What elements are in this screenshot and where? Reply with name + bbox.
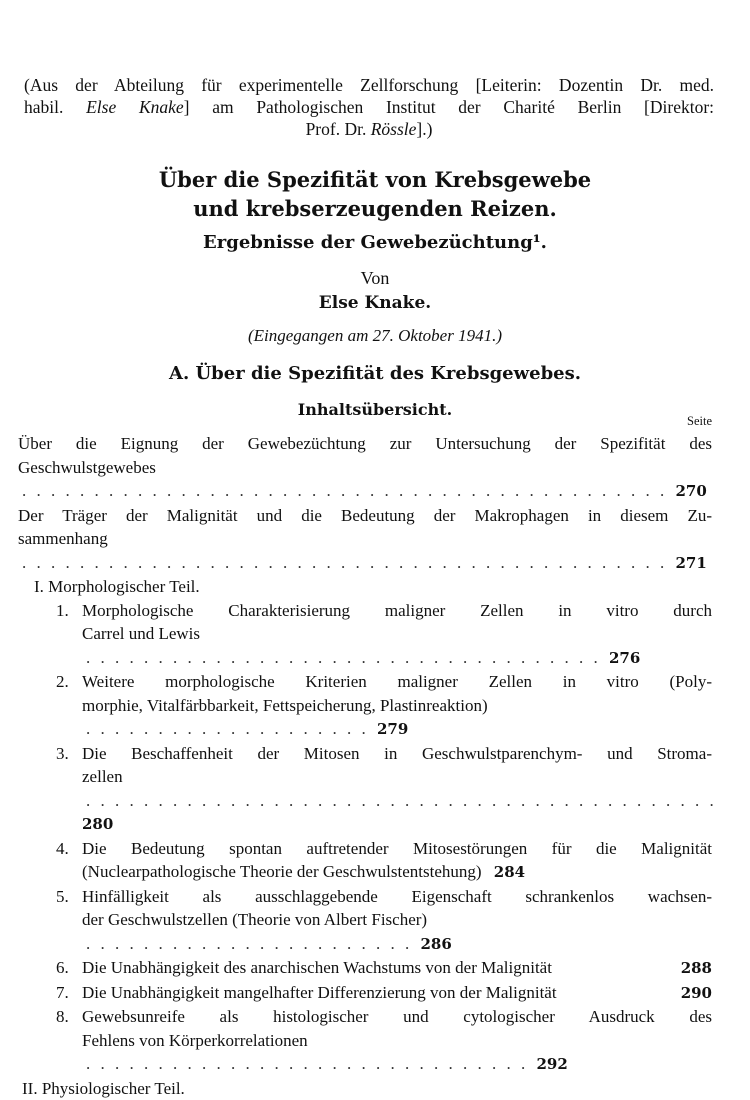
toc-entry-text: Über die Eignung der Gewebezüchtung zur Untersuchung der Spezifität des xyxy=(18,432,712,456)
toc-item-text: Fehlens von Körperkorrelationen xyxy=(82,1031,308,1050)
leader-dots: . . . . . . . . . . . . . . . . . . . . xyxy=(86,719,369,738)
toc-item-line xyxy=(56,694,712,742)
toc-entry-text: Geschwulstgewebes xyxy=(18,458,156,477)
leader-dots: . . . . . . . . . . . . . . . . . . . . . . . . . . . . . . . . . . . . . . . . . . . . . xyxy=(22,481,667,500)
leader-dots: . . . . . . . . . . . . . . . . . . . . . . . . . . . . . . . xyxy=(86,1054,528,1073)
toc-item-text: zellen xyxy=(82,767,123,786)
toc-item xyxy=(56,837,712,885)
toc-item-text: Hinfälligkeit als ausschlaggebende Eigenschaft schrankenlos wachsen- xyxy=(82,887,712,906)
toc-item-line xyxy=(56,742,712,766)
toc-page-number: 279 xyxy=(377,720,408,738)
toc-page-number: 292 xyxy=(537,1055,568,1073)
toc-item-text: Morphologische Charakterisierung maligner Zellen in vitro durch xyxy=(82,601,712,620)
toc-item-number: 5. xyxy=(56,885,82,909)
toc-entry xyxy=(18,432,712,504)
affiliation-name-else-knake: Else Knake xyxy=(86,97,184,117)
toc-item-number: 2. xyxy=(56,670,82,694)
toc-item-text: Die Beschaffenheit der Mitosen in Geschwulstparenchym- und Stroma- xyxy=(82,744,712,763)
toc-item-line xyxy=(56,1005,712,1029)
toc-item-text: Die Unabhängigkeit mangelhafter Differenzierung von der Malignität xyxy=(82,981,557,1005)
toc-item-line xyxy=(56,622,712,670)
toc-item xyxy=(56,885,712,957)
affiliation-line-3 xyxy=(24,118,714,140)
toc-page-number: 271 xyxy=(676,554,707,572)
toc-item-text: Die Unabhängigkeit des anarchischen Wachstums von der Malignität xyxy=(82,956,552,980)
toc-page-label: Seite xyxy=(687,414,712,429)
toc-item-text: Die Bedeutung spontan auftretender Mitosestörungen für die Malignität xyxy=(82,839,712,858)
toc-page-number: 284 xyxy=(494,863,525,881)
toc-entry-text: sammenhang xyxy=(18,529,108,548)
author: Else Knake. xyxy=(0,293,750,313)
toc-page-number: 276 xyxy=(609,649,640,667)
title-line-1: Über die Spezifität von Krebsgewebe xyxy=(0,167,750,192)
toc-item-line xyxy=(56,670,712,694)
toc-heading: Inhaltsübersicht. xyxy=(0,400,750,419)
toc-item-number: 8. xyxy=(56,1005,82,1029)
toc-item-line xyxy=(56,885,712,909)
toc-item-line xyxy=(56,599,712,623)
toc-item xyxy=(56,981,712,1006)
toc-item-text: (Nuclearpathologische Theorie der Geschwulstentstehung) xyxy=(82,862,482,881)
byline: Von xyxy=(0,268,750,289)
leader-dots: . . . . . . . . . . . . . . . . . . . . . . . . . . . . . . . . . . . . xyxy=(86,648,601,667)
toc-item xyxy=(56,670,712,742)
toc-item-text: morphie, Vitalfärbbarkeit, Fettspeicherung, Plastinreaktion) xyxy=(82,696,488,715)
toc-page-number: 288 xyxy=(672,957,712,981)
toc-page-number: 280 xyxy=(82,815,113,833)
affiliation-text: ] am Pathologischen Institut der Charité Berlin [Direktor: xyxy=(184,97,714,117)
toc-item-line xyxy=(56,765,712,837)
toc-item-text: Carrel und Lewis xyxy=(82,624,200,643)
received-date: (Eingegangen am 27. Oktober 1941.) xyxy=(0,326,750,346)
toc-page-number: 270 xyxy=(676,482,707,500)
toc-item-line xyxy=(56,981,712,1006)
toc-item-text: Weitere morphologische Kriterien maligner Zellen in vitro (Poly- xyxy=(82,672,712,691)
toc-item-number: 3. xyxy=(56,742,82,766)
affiliation-note xyxy=(24,74,714,140)
title-line-2: und krebserzeugenden Reizen. xyxy=(0,196,750,221)
toc-entry-line xyxy=(18,456,712,504)
affiliation-line-1: (Aus der Abteilung für experimentelle Zellforschung [Leiterin: Dozentin Dr. med. xyxy=(24,74,714,96)
toc-page-number: 290 xyxy=(672,982,712,1006)
toc-entry-line xyxy=(18,527,712,575)
leader-dots: . . . . . . . . . . . . . . . . . . . . . . . . . . . . . . . . . . . . . . . . . . . . xyxy=(86,791,717,810)
toc-item-line xyxy=(56,860,712,885)
affiliation-text: Prof. Dr. xyxy=(306,119,367,139)
affiliation-line-2 xyxy=(24,96,714,118)
toc-item xyxy=(56,956,712,981)
toc-item-text: der Geschwulstzellen (Theorie von Albert Fischer) xyxy=(82,910,427,929)
toc-item-text: Gewebsunreife als histologischer und cytologischer Ausdruck des xyxy=(82,1007,712,1026)
section-heading: A. Über die Spezifität des Krebsgewebes. xyxy=(0,363,750,384)
toc-item-line xyxy=(56,1029,712,1077)
toc-item-line xyxy=(56,908,712,956)
toc-item-number: 1. xyxy=(56,599,82,623)
leader-dots: . . . . . . . . . . . . . . . . . . . . . . . xyxy=(86,934,412,953)
toc-part-heading: I. Morphologischer Teil. xyxy=(34,575,750,599)
toc-entry xyxy=(18,504,712,576)
toc-item-number: 4. xyxy=(56,837,82,861)
toc-item-line xyxy=(56,837,712,861)
leader-dots: . . . . . . . . . . . . . . . . . . . . . . . . . . . . . . . . . . . . . . . . . . . . . xyxy=(22,553,667,572)
toc-item-line xyxy=(56,956,712,981)
toc-page-number: 286 xyxy=(421,935,452,953)
toc-item xyxy=(56,1005,712,1077)
toc-part-heading: II. Physiologischer Teil. xyxy=(22,1077,750,1100)
toc-entry-text: Der Träger der Malignität und die Bedeutung der Makrophagen in diesem Zu- xyxy=(18,504,712,528)
toc-item-number: 6. xyxy=(56,956,82,980)
affiliation-text: ].) xyxy=(416,119,432,139)
table-of-contents xyxy=(0,432,750,1100)
toc-item xyxy=(56,599,712,671)
affiliation-text: habil. xyxy=(24,97,63,117)
toc-item-number: 7. xyxy=(56,981,82,1005)
affiliation-name-roessle: Rössle xyxy=(371,119,417,139)
subtitle: Ergebnisse der Gewebezüchtung¹. xyxy=(0,232,750,253)
toc-item xyxy=(56,742,712,837)
